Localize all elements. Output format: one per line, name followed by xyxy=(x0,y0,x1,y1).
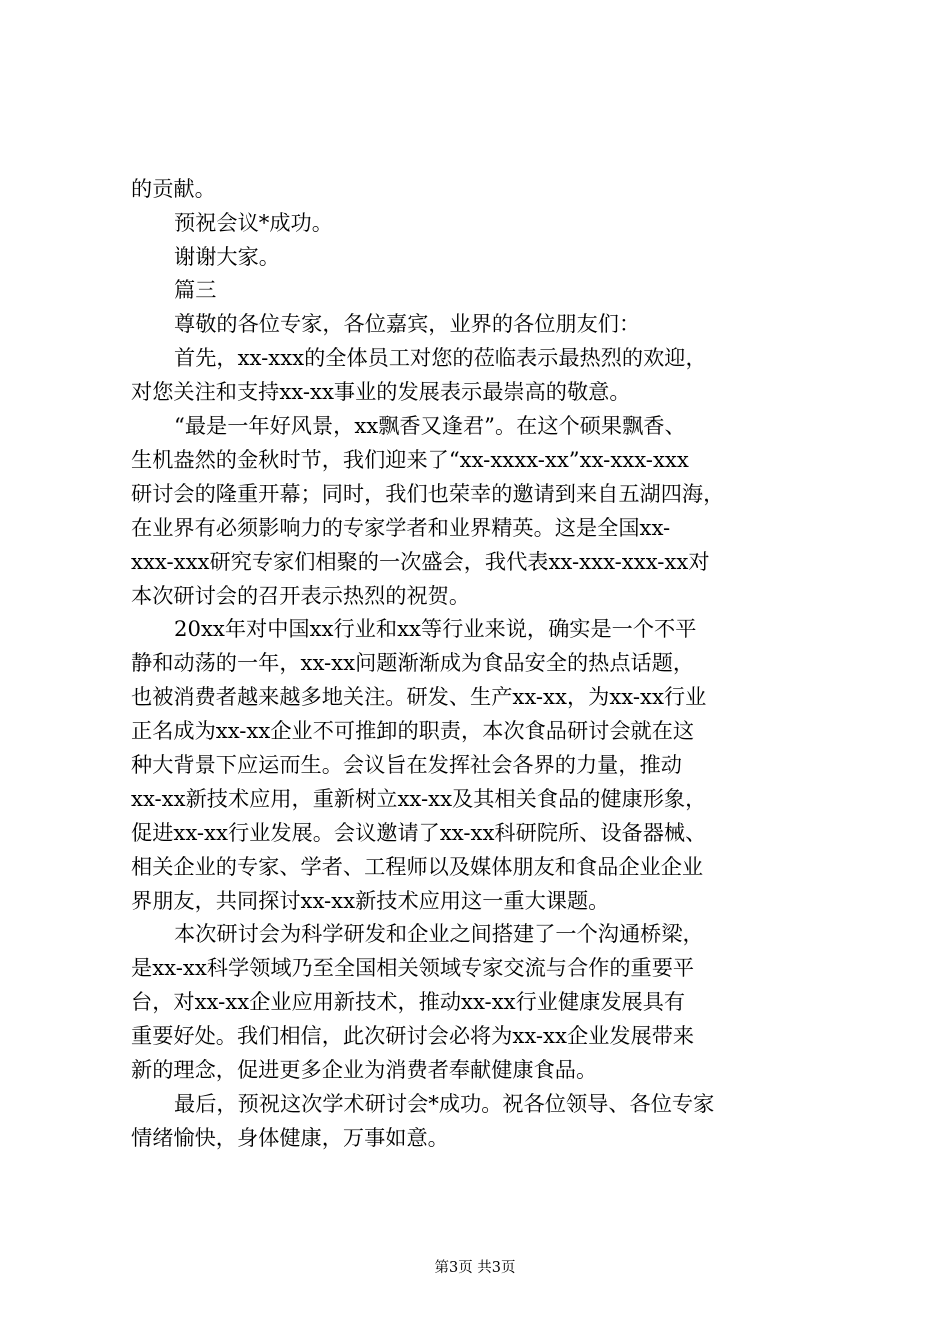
text-line: 正名成为xx-xx企业不可推卸的职责，本次食品研讨会就在这 xyxy=(131,718,695,743)
text-line: 也被消费者越来越多地关注。研发、生产xx-xx，为xx-xx行业 xyxy=(131,684,707,709)
text-line: 静和动荡的一年，xx-xx问题渐渐成为食品安全的热点话题， xyxy=(131,650,695,675)
page-footer: 第3页 共3页 xyxy=(434,1260,516,1276)
text-line: 对您关注和支持xx-xx事业的发展表示最崇高的敬意。 xyxy=(131,379,631,404)
text-line: 在业界有必须影响力的专家学者和业界精英。这是全国xx- xyxy=(131,515,671,540)
text-line: 本次研讨会的召开表示热烈的祝贺。 xyxy=(131,583,471,608)
text-line: “最是一年好风景，xx飘香又逢君”。在这个硕果飘香、 xyxy=(174,413,686,438)
text-line: 研讨会的隆重开幕；同时，我们也荣幸的邀请到来自五湖四海， xyxy=(131,481,725,506)
text-line: 界朋友，共同探讨xx-xx新技术应用这一重大课题。 xyxy=(131,888,610,913)
text-line: 本次研讨会为科学研发和企业之间搭建了一个沟通桥梁， xyxy=(174,921,704,946)
text-line: 最后，预祝这次学术研讨会*成功。祝各位领导、各位专家 xyxy=(174,1091,715,1116)
text-line: 种大背景下应运而生。会议旨在发挥社会各界的力量，推动 xyxy=(131,752,682,777)
text-line: 20xx年对中国xx行业和xx等行业来说，确实是一个不平 xyxy=(174,616,697,641)
text-line: 相关企业的专家、学者、工程师以及媒体朋友和食品企业企业 xyxy=(131,854,704,879)
section-heading: 篇三 xyxy=(174,277,217,302)
text-line: 首先，xx-xxx的全体员工对您的莅临表示最热烈的欢迎， xyxy=(174,345,707,370)
text-line: xx-xx新技术应用，重新树立xx-xx及其相关食品的健康形象， xyxy=(131,786,707,811)
text-line: 情绪愉快，身体健康，万事如意。 xyxy=(131,1125,449,1150)
text-line: 生机盎然的金秋时节，我们迎来了“xx-xxxx-xx”xx-xxx-xxx xyxy=(131,447,689,472)
text-line: 预祝会议*成功。 xyxy=(174,210,333,235)
salutation: 尊敬的各位专家，各位嘉宾，业界的各位朋友们： xyxy=(174,311,641,336)
text-line: 谢谢大家。 xyxy=(174,244,280,269)
text-line: 重要好处。我们相信，此次研讨会必将为xx-xx企业发展带来 xyxy=(131,1023,695,1048)
text-line: xxx-xxx研究专家们相聚的一次盛会，我代表xx-xxx-xxx-xx对 xyxy=(131,549,710,574)
text-line: 是xx-xx科学领域乃至全国相关领域专家交流与合作的重要平 xyxy=(131,955,695,980)
text-line: 新的理念，促进更多企业为消费者奉献健康食品。 xyxy=(131,1057,598,1082)
text-line: 的贡献。 xyxy=(131,176,216,201)
text-line: 促进xx-xx行业发展。会议邀请了xx-xx科研院所、设备器械、 xyxy=(131,820,707,845)
text-line: 台，对xx-xx企业应用新技术，推动xx-xx行业健康发展具有 xyxy=(131,989,686,1014)
